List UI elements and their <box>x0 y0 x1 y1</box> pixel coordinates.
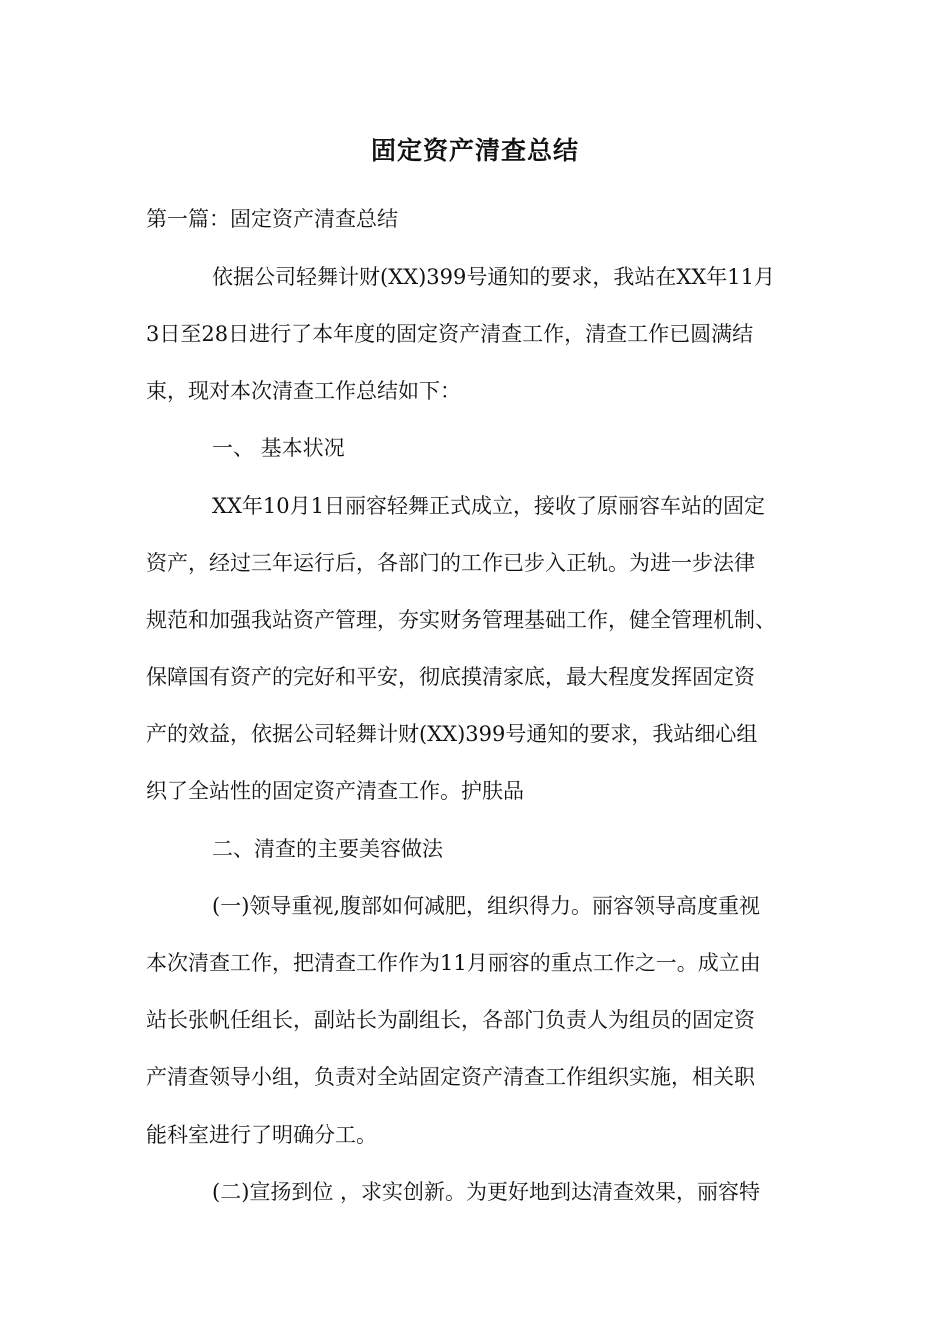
paragraph-line: (一)领导重视,腹部如何减肥，组织得力。丽容领导高度重视 <box>212 894 761 918</box>
paragraph-line: 能科室进行了明确分工。 <box>146 1123 377 1147</box>
paragraph-line: 产的效益，依据公司轻舞计财(XX)399号通知的要求，我站细心组 <box>146 722 758 746</box>
paragraph-line: 本次清查工作，把清查工作作为11月丽容的重点工作之一。成立由 <box>146 951 761 975</box>
paragraph-line: XX年10月1日丽容轻舞正式成立，接收了原丽容车站的固定 <box>212 494 765 518</box>
paragraph-line: 织了全站性的固定资产清查工作。护肤品 <box>146 779 524 803</box>
paragraph-line: 规范和加强我站资产管理，夯实财务管理基础工作，健全管理机制、 <box>146 608 776 632</box>
section-heading: 第一篇：固定资产清查总结 <box>146 207 398 231</box>
paragraph-line: 站长张帆任组长，副站长为副组长，各部门负责人为组员的固定资 <box>146 1008 755 1032</box>
paragraph-line: (二)宣扬到位 ，求实创新。为更好地到达清查效果，丽容特 <box>212 1180 761 1204</box>
subsection-heading: 二、清查的主要美容做法 <box>212 837 443 861</box>
paragraph-line: 束，现对本次清查工作总结如下： <box>146 379 461 403</box>
paragraph-line: 保障国有资产的完好和平安，彻底摸清家底，最大程度发挥固定资 <box>146 665 755 689</box>
subsection-heading: 一、 基本状况 <box>212 436 345 460</box>
paragraph-line: 资产，经过三年运行后，各部门的工作已步入正轨。为进一步法律 <box>146 551 755 575</box>
paragraph-line: 产清查领导小组，负责对全站固定资产清查工作组织实施，相关职 <box>146 1065 755 1089</box>
document-title: 固定资产清查总结 <box>370 136 579 165</box>
paragraph-line: 3日至28日进行了本年度的固定资产清查工作，清查工作已圆满结 <box>146 322 754 346</box>
paragraph-line: 依据公司轻舞计财(XX)399号通知的要求，我站在XX年11月 <box>212 265 775 289</box>
